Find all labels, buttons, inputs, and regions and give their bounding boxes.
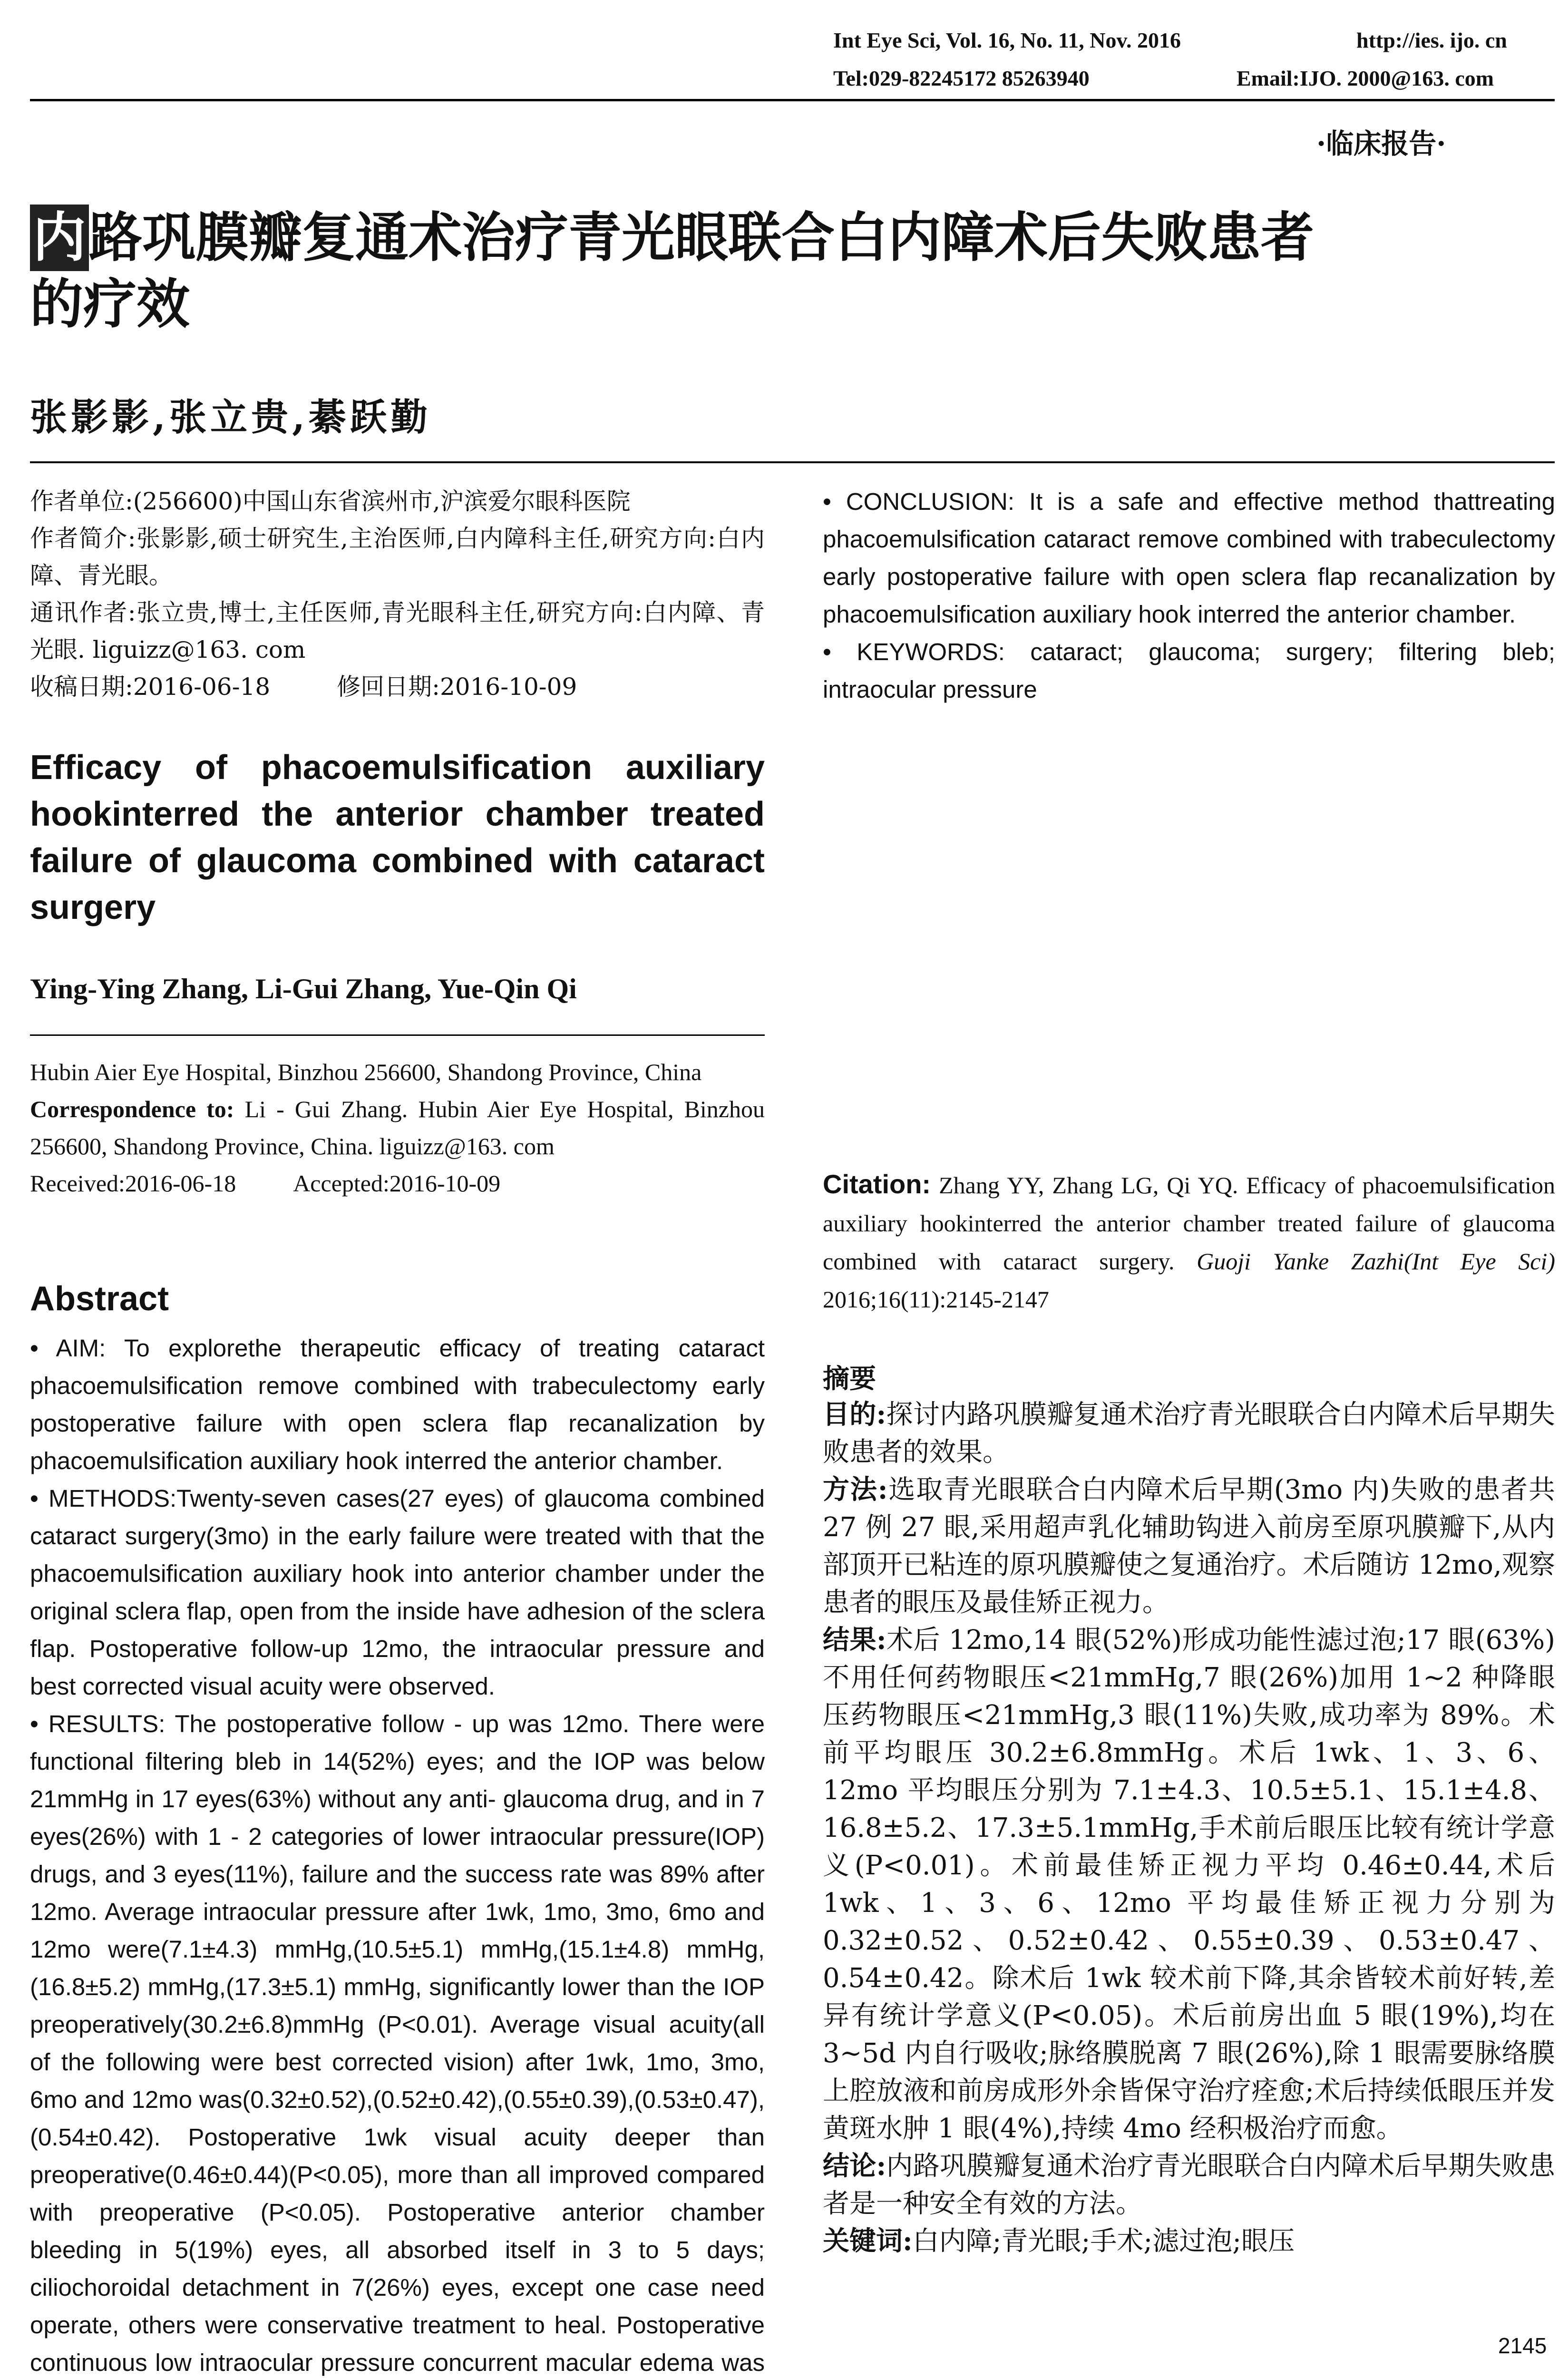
abstract-cn-heading: 摘要	[823, 1363, 876, 1394]
abstract-methods: • METHODS:Twenty-seven cases(27 eyes) of glaucoma combined cataract surgery(3mo) in the early failure were treated with that the phacoemulsification auxiliary hook into anterior chamber under the original sclera flap, open from the inside have adhesion of the sclera flap. Postoperative follow-up 12mo, the intraocular pressure and best corrected visual acuity were observed.	[30, 1485, 765, 1700]
title-cn	[30, 205, 1314, 338]
keywords-cn-label: 关键词:	[823, 2225, 913, 2257]
affiliation-en: Hubin Aier Eye Hospital, Binzhou 256600, Shandong Province, China	[30, 1059, 702, 1085]
journal-tel: Tel:029-82245172 85263940	[833, 66, 1090, 90]
accepted-en: Accepted:2016-10-09	[293, 1170, 501, 1197]
abstract-body-left	[30, 1329, 765, 2378]
journal-info: Int Eye Sci, Vol. 16, No. 11, Nov. 2016	[833, 28, 1181, 52]
authors-en: Ying-Ying Zhang, Li-Gui Zhang, Yue-Qin Qi	[30, 973, 577, 1004]
citation-tail: 2016;16(11):2145-2147	[823, 1286, 1049, 1313]
section-label: ·临床报告·	[1316, 127, 1446, 160]
correspondence-cn: 通讯作者:张立贵,博士,主任医师,青光眼科主任,研究方向:白内障、青光眼. liguizz@163. com	[30, 599, 765, 663]
affiliation-cn: 作者单位:(256600)中国山东省滨州市,沪滨爱尔眼科医院	[30, 487, 631, 515]
bio-cn: 作者简介:张影影,硕士研究生,主治医师,白内障科主任,研究方向:白内障、青光眼。	[30, 525, 765, 589]
title-cn-line1: 路巩膜瓣复通术治疗青光眼联合白内障术后失败患者	[89, 206, 1314, 269]
received-en: Received:2016-06-18	[30, 1170, 236, 1197]
journal-email[interactable]: Email:IJO. 2000@163. com	[1237, 66, 1494, 90]
conclusion-cn: 内路巩膜瓣复通术治疗青光眼联合白内障术后早期失败患者是一种安全有效的方法。	[823, 2151, 1556, 2219]
citation-text: Zhang YY, Zhang LG, Qi YQ. Efficacy of phacoemulsification auxiliary hookinterred the anterior chamber treated failure of glaucoma combined with cataract surgery.	[823, 1172, 1555, 1275]
abstract-body-right	[823, 483, 1555, 708]
header-rule	[30, 99, 1555, 101]
results-cn-label: 结果:	[823, 1624, 886, 1656]
abstract-keywords: • KEYWORDS: cataract; glaucoma; surgery; filtering bleb; intraocular pressure	[823, 638, 1555, 703]
citation-label: Citation:	[823, 1169, 931, 1199]
results-cn: 术后 12mo,14 眼(52%)形成功能性滤过泡;17 眼(63%)不用任何药物眼压<21mmHg,7 眼(26%)加用 1~2 种降眼压药物眼压<21mmHg,3 眼(11%)失败,成功率为 89%。术前平均眼压 30.2±6.8mmHg。术后 1wk、1、3、6、12mo 平均眼压分别为 7.1±4.3、10.5±5.1、15.1±4.8、16.8±5.2、17.3±5.1mmHg,手术前后眼压比较有统计学意义(P<0.01)。术前最佳矫正视力平均 0.46±0.44,术后 1wk、1、3、6、12mo 平均最佳矫正视力分别为 0.32±0.52、0.52±0.42、0.55±0.39、0.53±0.47、0.54±0.42。除术后 1wk 较术前下降,其余皆较术前好转,差异有统计学意义(P<0.05)。术后前房出血 5 眼(19%),均在 3~5d 内自行吸收;脉络膜脱离 7 眼(26%),除 1 眼需要脉络膜上腔放液和前房成形外余皆保守治疗痊愈;术后持续低眼压并发黄斑水肿 1 眼(4%),持续 4mo 经积极治疗而愈。	[823, 1625, 1556, 2144]
title-en: Efficacy of phacoemulsification auxiliary hookinterred the anterior chamber treated failure of glaucoma combined with cataract surgery	[30, 749, 765, 926]
abstract-cn-body	[823, 1396, 1555, 2260]
meta-en	[30, 1053, 765, 1202]
abstract-results: • RESULTS: The postoperative follow - up was 12mo. There were functional filtering bleb in 14(52%) eyes; and the IOP was below 21mmHg in 17 eyes(63%) without any anti- glaucoma drug, and in 7 eyes(26%) with 1 - 2 categories of lower intraocular pressure(IOP) drugs, and 3 eyes(11%), failure and the success rate was 89% after 12mo. Average intraocular pressure after 1wk, 1mo, 3mo, 6mo and 12mo were(7.1±4.3) mmHg,(10.5±5.1) mmHg,(15.1±4.8) mmHg,(16.8±5.2) mmHg,(17.3±5.1) mmHg, significantly lower than the IOP preoperatively(30.2±6.8)mmHg (P<0.01). Average visual acuity(all of the following were best corrected vision) after 1wk, 1mo, 3mo, 6mo and 12mo was(0.32±0.52),(0.52±0.42),(0.55±0.39),(0.53±0.47),(0.54±0.42). Postoperative 1wk visual acuity deeper than preoperative(0.46±0.44)(P<0.05), more than all improved compared with preoperative (P<0.05). Postoperative anterior chamber bleeding in 5(19%) eyes, all absorbed itself in 3 to 5 days; ciliochoroidal detachment in 7(26%) eyes, except one case need operate, others were conservative treatment to heal. Postoperative continuous low intraocular pressure concurrent macular edema was	[30, 1710, 765, 2376]
keywords-cn: 白内障;青光眼;手术;滤过泡;眼压	[912, 2226, 1295, 2257]
title-first-char: 内	[30, 205, 89, 271]
title-cn-line2: 的疗效	[30, 273, 190, 335]
journal-url[interactable]: http://ies. ijo. cn	[1356, 28, 1507, 52]
correspondence-en: Li - Gui Zhang. Hubin Aier Eye Hospital, Binzhou 256600, Shandong Province, China. liguizz@163. com	[30, 1096, 765, 1160]
authors-cn: 张影影,张立贵,綦跃勤	[30, 396, 432, 439]
correspondence-label: Correspondence to:	[30, 1096, 234, 1122]
abstract-heading: Abstract	[30, 1280, 169, 1318]
citation-journal: Guoji Yanke Zazhi(Int Eye Sci)	[1174, 1248, 1555, 1275]
aim-cn: 探讨内路巩膜瓣复通术治疗青光眼联合白内障术后早期失败患者的效果。	[823, 1399, 1556, 1468]
meta-cn	[30, 483, 765, 705]
page-number: 2145	[1498, 2333, 1547, 2358]
abstract-aim: • AIM: To explorethe therapeutic efficacy of treating cataract phacoemulsification remove combined with trabeculectomy early postoperative failure with open sclera flap recanalization by phacoemulsification auxiliary hook interred the anterior chamber.	[30, 1335, 765, 1474]
abstract-conclusion: • CONCLUSION: It is a safe and effective method thattreating phacoemulsification cataract remove combined with trabeculectomy early postoperative failure with open sclera flap recanalization by phacoemulsification auxiliary hook interred the anterior chamber.	[823, 488, 1555, 628]
title-rule	[30, 461, 1555, 463]
methods-cn-label: 方法:	[823, 1474, 888, 1505]
methods-cn: 选取青光眼联合白内障术后早期(3mo 内)失败的患者共 27 例 27 眼,采用超声乳化辅助钩进入前房至原巩膜瓣下,从内部顶开已粘连的原巩膜瓣使之复通治疗。术后随访 12mo,观察患者的眼压及最佳矫正视力。	[823, 1474, 1555, 1618]
citation	[823, 1165, 1555, 1318]
authors-rule	[30, 1034, 765, 1036]
conclusion-cn-label: 结论:	[823, 2150, 886, 2182]
revised-cn: 修回日期:2016-10-09	[337, 673, 577, 701]
received-cn: 收稿日期:2016-06-18	[30, 673, 271, 701]
aim-cn-label: 目的:	[823, 1399, 886, 1430]
